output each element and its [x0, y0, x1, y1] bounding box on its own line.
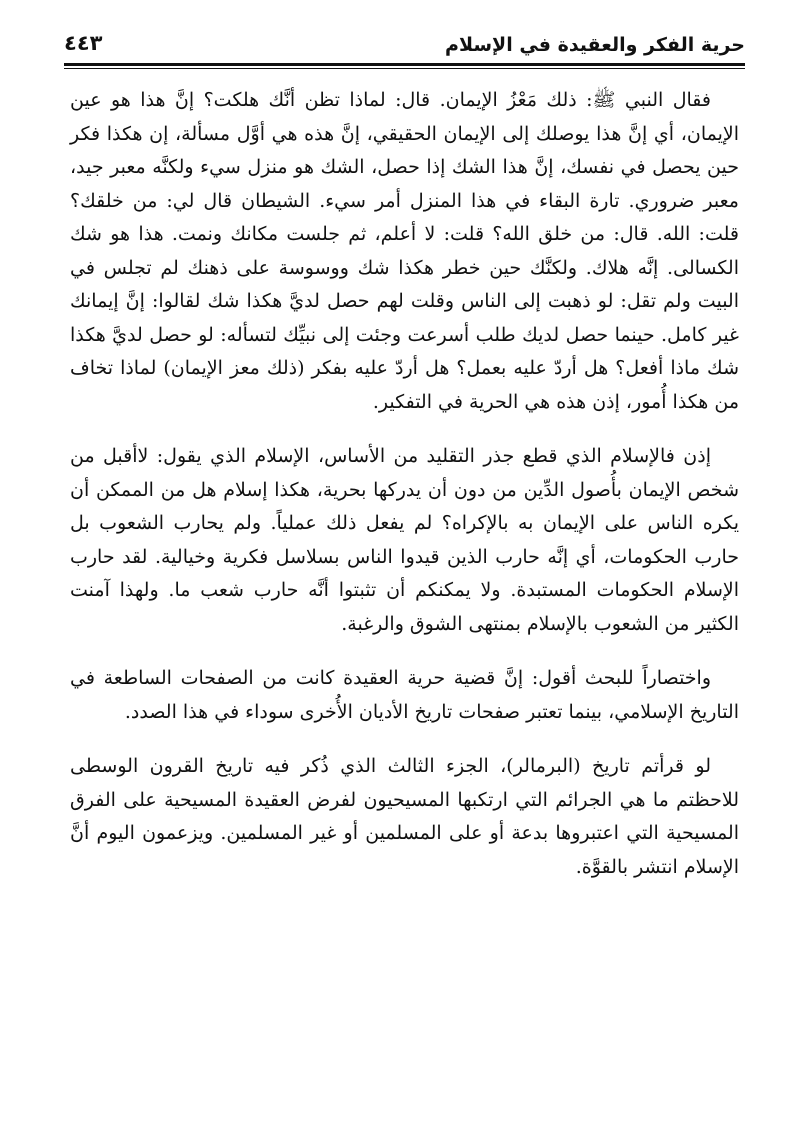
page-header: [64, 26, 745, 66]
header-rule-thick: [64, 63, 745, 66]
running-title: حرية الفكر والعقيدة في الإسلام: [445, 34, 745, 56]
paragraph: فقال النبي ﷺ: ذلك مَعْزُ الإيمان. قال: لماذا تظن أنَّك هلكت؟ إنَّ هذا هو عين الإيمان، أي إنَّ هذا يوصلك إلى الإيمان الحقيقي، إنَّ هذه هي أوَّل مسألة، إن هكذا فكر حين يحصل في نفسك، إنَّ هذا الشك إذا حصل، الشك هو منزل سيء ولكنَّه معبر جيد، معبر ضروري. تارة البقاء في هذا المنزل أمر سيء. الشيطان قال لي: من خلقك؟ قلت: الله. قال: من خلق الله؟ قلت: لا أعلم، ثم جلست مكانك ونمت. هذا هو شك الكسالى. إنَّه هلاك. ولكنَّك حين خطر هكذا شك ووسوسة على ذهنك لم تجلس في البيت ولم تقل: لو ذهبت إلى الناس وقلت لهم حصل لديَّ هكذا شك لقالوا: إنَّ إيمانك غير كامل. حينما حصل لديك طلب أسرعت وجئت إلى نبيِّك لتسأله: لو حصل لديَّ هكذا شك ماذا أفعل؟ هل أردّ عليه بعمل؟ هل أردّ عليه بفكر (ذلك معز الإيمان) لماذا تخاف من هكذا أُمور، إذن هذه هي الحرية في التفكير.: [70, 89, 739, 413]
header-rule-thin: [64, 68, 745, 69]
paragraph: إذن فالإسلام الذي قطع جذر التقليد من الأساس، الإسلام الذي يقول: لاأقبل من شخص الإيمان بأُصول الدِّين من دون أن يدركها بحرية، هكذا إسلام هل من الممكن أن يكره الناس على الإيمان به بالإكراه؟ لم يفعل ذلك عملياً. ولم يحارب الشعوب بل حارب الحكومات، أي إنَّه حارب الذين قيدوا الناس بسلاسل فكرية وخيالية. لقد حارب الإسلام الحكومات المستبدة. ولا يمكنكم أن تثبتوا أنَّه حارب شعب ما. ولهذا آمنت الكثير من الشعوب بالإسلام بمنتهى الشوق والرغبة.: [70, 445, 739, 635]
paragraph: لو قرأتم تاريخ (البرمالر)، الجزء الثالث الذي ذُكر فيه تاريخ القرون الوسطى للاحظتم ما هي الجرائم التي ارتكبها المسيحيون لفرض العقيدة المسيحية على الفرق المسيحية التي اعتبروها بدعة أو على المسلمين أو غير المسلمين. ويزعمون اليوم أنَّ الإسلام انتشر بالقوَّة.: [70, 755, 739, 878]
paragraph: واختصاراً للبحث أقول: إنَّ قضية حرية العقيدة كانت من الصفحات الساطعة في التاريخ الإسلامي، بينما تعتبر صفحات تاريخ الأديان الأُخرى سوداء في هذا الصدد.: [70, 667, 739, 723]
body-text: [70, 84, 739, 884]
page-number: ٤٤٣: [64, 31, 103, 55]
